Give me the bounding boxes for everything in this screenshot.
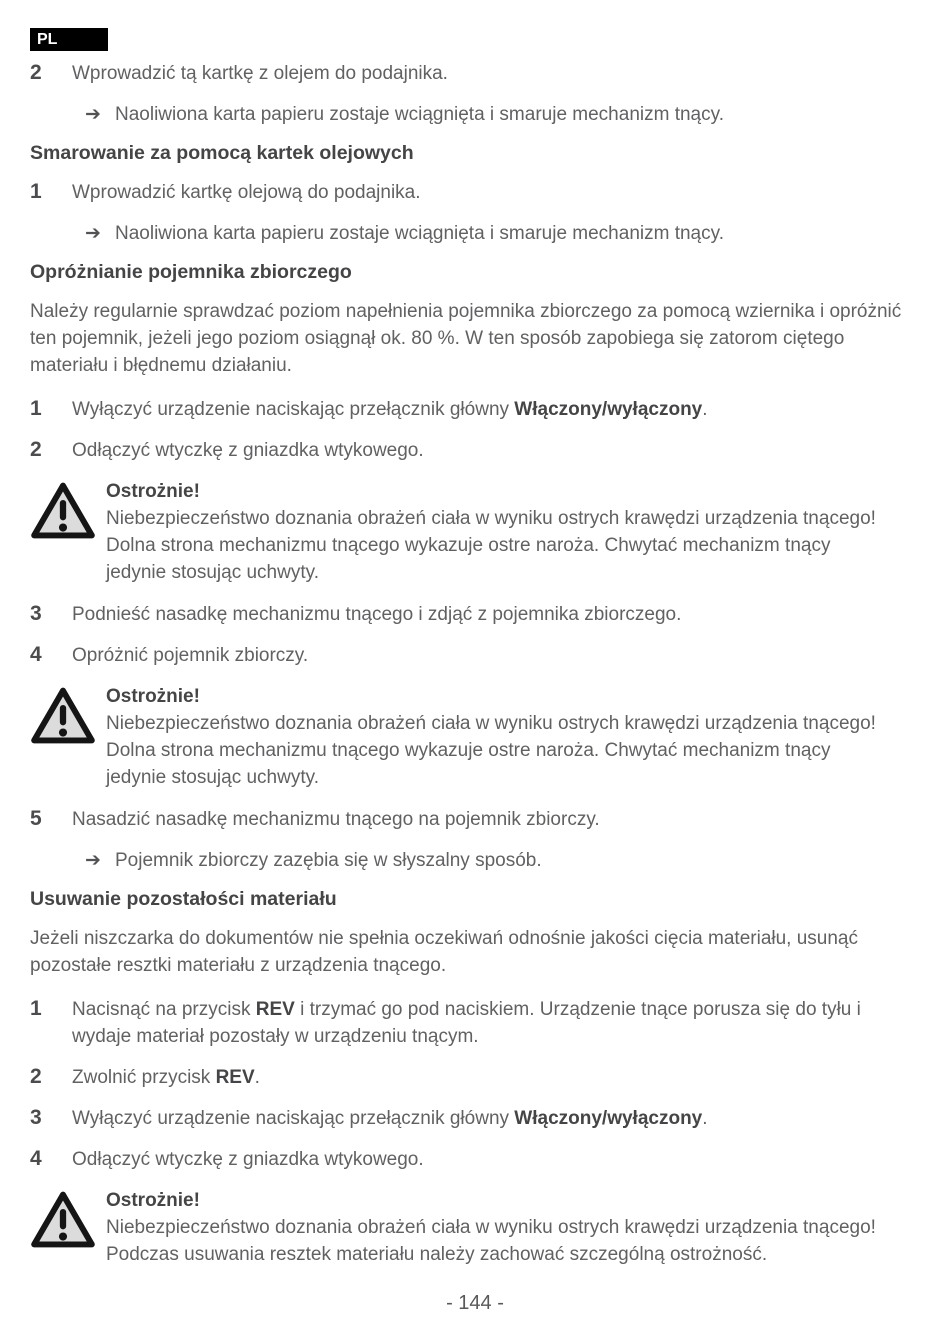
step-text-plain: Odłączyć wtyczkę z gniazdka wtykowego.	[72, 1149, 424, 1170]
step-text	[72, 179, 421, 206]
step-text-plain: Opróżnić pojemnik zbiorczy.	[72, 645, 309, 666]
warning-title: Ostrożnie!	[106, 1190, 200, 1211]
step-text	[72, 437, 424, 464]
language-badge-label: PL	[37, 31, 58, 48]
arrow-right-icon: ➔	[85, 223, 101, 244]
step-row	[30, 806, 920, 833]
step-text-bold: Włączony/wyłączony	[514, 1108, 703, 1129]
step-text-plain: Zwolnić przycisk	[72, 1067, 216, 1088]
warning-box	[30, 683, 920, 791]
warning-text: Niebezpieczeństwo doznania obrażeń ciała w wyniku ostrych krawędzi urządzenia tnącego! Dolna strona mechanizmu tnącego wykazuje ostre naroża. Chwytać mechanizm tnący jedynie stosując uchwyty.	[106, 713, 876, 788]
language-badge	[30, 28, 108, 51]
step-number: 1	[30, 180, 42, 203]
result-text: Naoliwiona karta papieru zostaje wciągnięta i smaruje mechanizm tnący.	[115, 223, 724, 244]
warning-title: Ostrożnie!	[106, 686, 200, 707]
section-heading-residue: Usuwanie pozostałości materiału	[30, 888, 337, 910]
step-number: 2	[30, 438, 42, 461]
step-row	[30, 1105, 920, 1132]
warning-triangle-icon	[30, 683, 106, 753]
step-text	[72, 601, 681, 628]
step-number: 4	[30, 643, 42, 666]
warning-content	[106, 1187, 920, 1268]
warning-triangle-icon	[30, 478, 106, 548]
step-text-plain: .	[702, 1108, 708, 1129]
step-text-plain: Wyłączyć urządzenie naciskając przełącznik główny	[72, 399, 515, 420]
step-text-plain: i trzymać go pod naciskiem. Urządzenie tnące porusza się do tyłu i wydaje materiał pozostały w urządzeniu tnącym.	[72, 999, 861, 1047]
step-text-plain: Nasadzić nasadkę mechanizmu tnącego na pojemnik zbiorczy.	[72, 809, 600, 830]
step-number: 4	[30, 1147, 42, 1170]
step-row	[30, 642, 920, 669]
step-text-plain: Wyłączyć urządzenie naciskając przełącznik główny	[72, 1108, 515, 1129]
step-text-plain: Odłączyć wtyczkę z gniazdka wtykowego.	[72, 440, 424, 461]
step-text-plain: .	[702, 399, 708, 420]
step-row	[30, 437, 920, 464]
step-text-plain: Nacisnąć na przycisk	[72, 999, 256, 1020]
result-row	[30, 101, 920, 128]
warning-text: Niebezpieczeństwo doznania obrażeń ciała w wyniku ostrych krawędzi urządzenia tnącego! Podczas usuwania resztek materiału należy zachować szczególną ostrożność.	[106, 1217, 876, 1265]
result-text: Pojemnik zbiorczy zazębia się w słyszalny sposób.	[115, 850, 542, 871]
warning-text: Niebezpieczeństwo doznania obrażeń ciała w wyniku ostrych krawędzi urządzenia tnącego! Dolna strona mechanizmu tnącego wykazuje ostre naroża. Chwytać mechanizm tnący jedynie stosując uchwyty.	[106, 508, 876, 583]
arrow-right-icon: ➔	[85, 104, 101, 125]
step-number: 3	[30, 602, 42, 625]
step-text	[72, 996, 920, 1050]
step-text	[72, 60, 448, 87]
step-row	[30, 179, 920, 206]
step-number: 1	[30, 397, 42, 420]
step-text	[72, 1105, 708, 1132]
step-text-bold: REV	[215, 1067, 255, 1088]
arrow-right-icon: ➔	[85, 850, 101, 871]
warning-title: Ostrożnie!	[106, 481, 200, 502]
step-row	[30, 1064, 920, 1091]
step-row	[30, 60, 920, 87]
step-number: 2	[30, 61, 42, 84]
warning-box	[30, 1187, 920, 1268]
step-row	[30, 996, 920, 1050]
step-text-plain: Wprowadzić tą kartkę z olejem do podajnika.	[72, 63, 448, 84]
step-text-plain: Wprowadzić kartkę olejową do podajnika.	[72, 182, 421, 203]
step-text-bold: REV	[255, 999, 295, 1020]
step-text-plain: Podnieść nasadkę mechanizmu tnącego i zdjąć z pojemnika zbiorczego.	[72, 604, 682, 625]
step-number: 1	[30, 997, 42, 1020]
step-text-plain: .	[254, 1067, 260, 1088]
warning-box	[30, 478, 920, 586]
step-number: 5	[30, 807, 42, 830]
result-row	[30, 847, 920, 874]
step-text	[72, 642, 308, 669]
warning-content	[106, 683, 920, 791]
page-number: - 144 -	[446, 1292, 504, 1314]
step-row	[30, 601, 920, 628]
step-text	[72, 806, 600, 833]
step-text-bold: Włączony/wyłączony	[514, 399, 703, 420]
section-intro-paragraph: Należy regularnie sprawdzać poziom napełnienia pojemnika zbiorczego za pomocą wziernika i opróżnić ten pojemnik, jeżeli jego poziom osiągnął ok. 80 %. W ten sposób zapobiega się zatorom ciętego materiału i błędnemu działaniu.	[30, 301, 902, 376]
step-text	[72, 1064, 260, 1091]
section-intro-paragraph: Jeżeli niszczarka do dokumentów nie spełnia oczekiwań odnośnie jakości cięcia materiału, usunąć pozostałe resztki materiału z urządzenia tnącego.	[30, 928, 858, 976]
warning-content	[106, 478, 920, 586]
step-row	[30, 396, 920, 423]
step-text	[72, 1146, 424, 1173]
step-row	[30, 1146, 920, 1173]
step-text	[72, 396, 708, 423]
section-heading-oil-sheets: Smarowanie za pomocą kartek olejowych	[30, 142, 414, 164]
result-row	[30, 220, 920, 247]
warning-triangle-icon	[30, 1187, 106, 1257]
step-number: 2	[30, 1065, 42, 1088]
result-text: Naoliwiona karta papieru zostaje wciągnięta i smaruje mechanizm tnący.	[115, 104, 724, 125]
section-heading-emptying: Opróżnianie pojemnika zbiorczego	[30, 261, 352, 283]
step-number: 3	[30, 1106, 42, 1129]
